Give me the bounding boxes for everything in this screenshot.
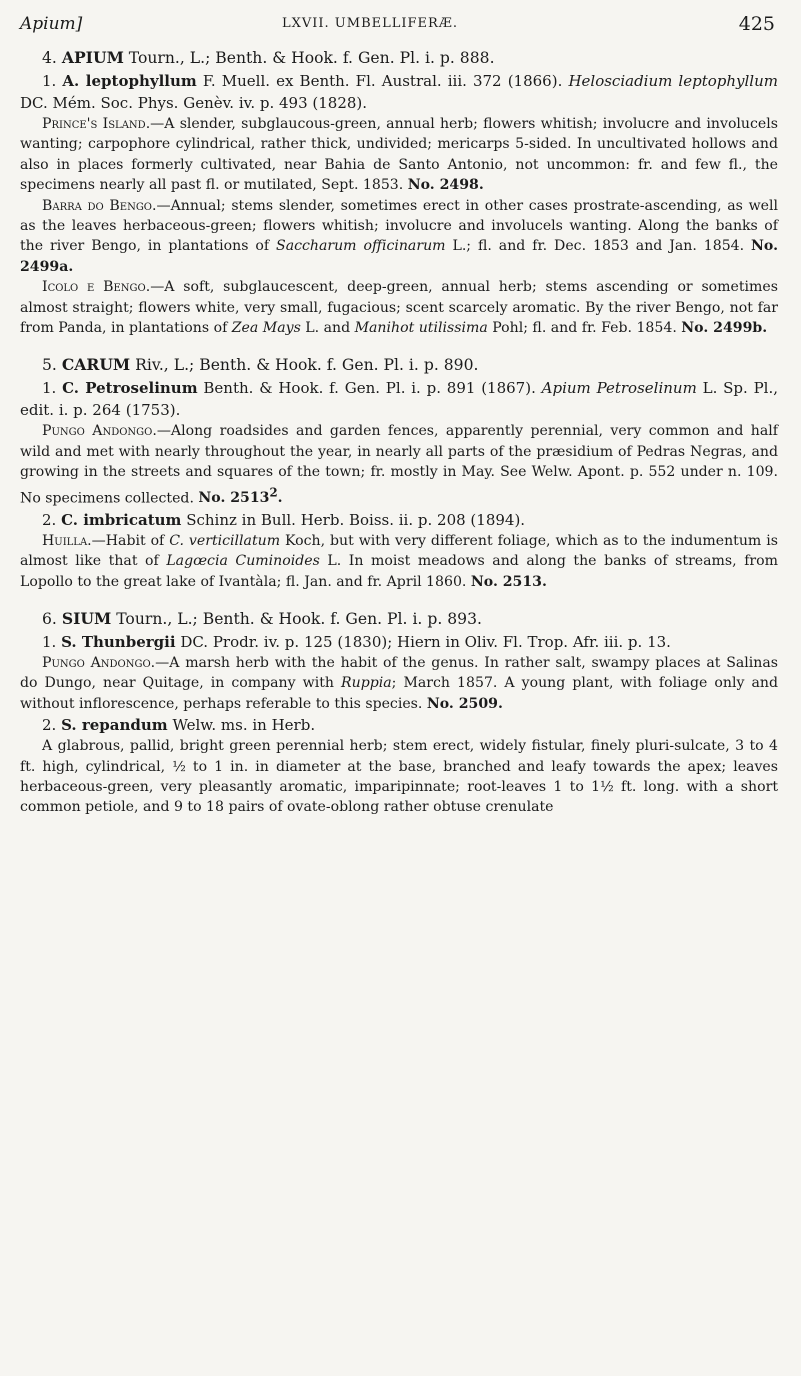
locality-entry [20,653,778,714]
specimen-number: No. 2499b. [681,320,768,337]
genus-authority: Tourn., L.; Benth. & Hook. f. Gen. Pl. i. p. 893. [111,610,482,628]
specimen-number: No. 2499a. [20,238,778,275]
locality-name: Prince's Island. [42,116,151,132]
locality-name: Icolo e Bengo. [42,279,151,296]
synonym-name: Apium Petroselinum [541,379,697,398]
locality-text: Koch, but with very different foliage, which as to the indumentum is almost like that of [20,532,778,570]
species-number: 1. [42,633,57,651]
locality-text: ; March 1857. A young plant, with foliage only and without inflorescence, perhaps referable to this species. [20,675,779,712]
locality-name: Pungo Andongo. [42,655,156,671]
locality-name: Pungo Andongo. [42,423,157,440]
species-authority: Schinz in Bull. Herb. Boiss. ii. p. 208 (1894). [181,510,526,529]
species-authority: F. Muell. ex Benth. Fl. Austral. iii. 372 (1866). [196,72,563,90]
species-description: A glabrous, pallid, bright green perennial herb; stem erect, widely fistular, finely pluri-sulcate, 3 to 4 ft. high, cylindrical, ½ to 1 in. in diameter at the base, branched and leafy towards the apex; leaves herbaceous-green, very pleasantly aromatic, imparipinnate; root-leaves 1 to 1½ ft. long. with a short common petiole, and 9 to 18 pairs of ovate-oblong rather obtuse crenulate [20,738,778,816]
genus-number: 6. [42,610,57,628]
locality-text: —A slender, subglaucous-green, annual herb; flowers whitish; involucre and involucels wanting; carpophore cylindrical, rather thick, undivided; mericarps 5-sided. In uncultivated hollows and also in places formerly cultivated, near Bahia de Santo Antonio, not uncommon: fr. and few fl., the specimens nearly all past fl. or mutilated, Sept. 1853. [20,116,778,194]
species-heading-leptophyllum [20,70,778,114]
specimen-number-superscript: 2 [269,485,278,500]
locality-entry [20,421,778,508]
locality-text: —A soft, subglaucescent, deep-green, annual herb; stems ascending or sometimes almost straight; flowers white, very small, fugacious; scent scarcely aromatic. By the river Bengo, not far from Panda, in plantations of [20,279,778,337]
species-heading-repandum [20,714,778,736]
host-plant-name: Zea Mays [231,320,301,337]
locality-text: L.; fl. and fr. Dec. 1853 and Jan. 1854. [445,238,745,255]
specimen-number: No. 2498. [407,177,484,194]
species-heading-imbricatum [20,509,778,531]
running-header [20,12,775,36]
host-plant-name: Manihot utilissima [354,320,488,337]
locality-text: —Habit of [91,532,170,549]
species-number: 1. [42,379,57,398]
synonym-authority: DC. Mém. Soc. Phys. Genèv. iv. p. 493 (1828). [20,94,368,112]
genus-name: APIUM [61,48,124,67]
genus-authority: Tourn., L.; Benth. & Hook. f. Gen. Pl. i. p. 888. [123,49,495,67]
species-name: A. leptophyllum [62,72,197,90]
locality-entry [20,277,778,338]
species-authority: DC. Prodr. iv. p. 125 (1830); Hiern in Oliv. Fl. Trop. Afr. iii. p. 13. [175,633,671,651]
genus-heading-carum [20,353,778,377]
section-gap [20,338,778,353]
host-plant-name: Saccharum officinarum [276,238,446,255]
locality-text: —A marsh herb with the habit of the genus. In rather salt, swampy places at Salinas do Dungo, near Quitage, in company with [20,655,778,692]
genus-number: 5. [42,356,57,375]
species-heading-petroselinum [20,377,778,421]
genus-heading-apium [20,46,778,70]
specimen-number-end: . [277,490,283,507]
locality-entry [20,531,778,592]
genus-heading-sium [20,607,778,631]
specimen-number-value: No. 2513 [198,490,270,507]
genus-authority: Riv., L.; Benth. & Hook. f. Gen. Pl. i. p. 890. [130,356,479,375]
synonym-name: Helosciadium leptophyllum [568,72,778,90]
locality-text: —Along roadsides and garden fences, apparently perennial, very common and half wild and met with nearly throughout the year, in nearly all parts of the præsidium of Pedras Negras, and growing in the streets and squares of the town; fr. mostly in May. See Welw. Apont. p. 552 under n. 109. No specimens collected. [20,423,778,507]
genus-name: SIUM [61,609,112,628]
locality-text: L. and [300,320,355,337]
related-species-name: C. verticillatum [169,532,281,549]
page-body [20,46,778,818]
locality-name: Barra do Bengo. [42,197,157,214]
species-authority: Benth. & Hook. f. Gen. Pl. i. p. 891 (1867). [197,379,536,398]
species-authority: Welw. ms. in Herb. [167,716,316,735]
specimen-number [198,485,283,507]
species-number: 2. [42,716,57,735]
locality-text: —Annual; stems slender, sometimes erect in other cases prostrate-ascending, as well as the leaves herbaceous-green; flowers whitish; involucre and involucels wanting. Along the banks of the river Bengo, in plantations of [20,197,778,255]
species-number: 2. [42,510,57,529]
locality-name: Huilla. [42,532,92,549]
genus-name: CARUM [61,355,131,375]
locality-entry [20,196,778,278]
locality-entry [20,114,778,196]
specimen-number: No. 2513. [470,573,547,590]
synonym-authority: L. Sp. Pl., edit. i. p. 264 (1753). [20,379,778,420]
species-name: S. Thunbergii [61,633,176,651]
section-gap [20,592,778,607]
header-family: LXVII. UMBELLIFERÆ. [282,16,458,31]
species-name: C. Petroselinum [62,379,198,398]
page-number: 425 [738,13,775,35]
species-heading-thunbergii [20,631,778,653]
associated-plant-name: Ruppia [341,675,392,692]
species-number: 1. [42,72,57,90]
related-species-name: Lagœcia Cuminoides [166,553,320,570]
specimen-number: No. 2509. [426,695,503,712]
locality-text: L. In moist meadows and along the banks of streams, from Lopollo to the great lake of Ivantàla; fl. Jan. and fr. April 1860. [20,553,778,590]
species-name: S. repandum [61,716,168,735]
species-name: C. imbricatum [61,510,182,529]
locality-text: Pohl; fl. and fr. Feb. 1854. [487,320,677,337]
header-section: Apium] [20,14,83,34]
genus-number: 4. [42,49,57,67]
